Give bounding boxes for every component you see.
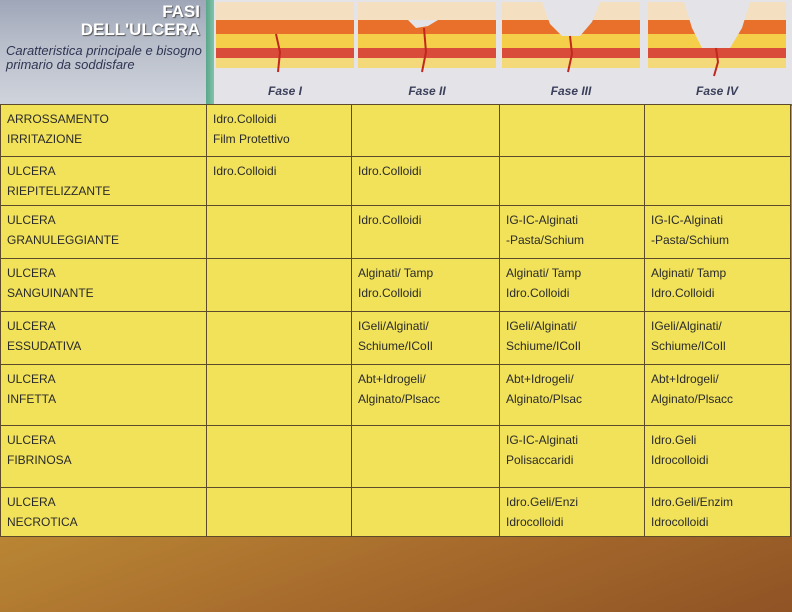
table-cell: [352, 426, 500, 488]
table-cell: Abt+Idrogeli/ Alginato/Plsac: [500, 365, 645, 426]
row-label: ULCERA SANGUINANTE: [1, 259, 207, 312]
table-cell: IG-IC-Alginati Polisaccaridi: [500, 426, 645, 488]
table-row: [1, 157, 791, 206]
table-cell: [207, 312, 352, 365]
table-row: [1, 312, 791, 365]
phase-label: Fase I: [267, 84, 303, 98]
table-row: [1, 105, 791, 157]
table-cell: [207, 488, 352, 537]
table-cell: IG-IC-Alginati -Pasta/Schium: [645, 206, 791, 259]
ruler-strip: [206, 0, 214, 104]
table-cell: Idro.Geli/Enzi Idrocolloidi: [500, 488, 645, 537]
table-cell: IGeli/Alginati/ Schiume/ICoIl: [645, 312, 791, 365]
row-label: ULCERA GRANULEGGIANTE: [1, 206, 207, 259]
table-cell: Idro.Geli Idrocolloidi: [645, 426, 791, 488]
table-cell: Alginati/ Tamp Idro.Colloidi: [645, 259, 791, 312]
table-cell: IGeli/Alginati/ Schiume/ICoIl: [352, 312, 500, 365]
table-cell: Alginati/ Tamp Idro.Colloidi: [352, 259, 500, 312]
table-cell: Idro.Colloidi: [207, 157, 352, 206]
table-cell: [207, 206, 352, 259]
table-cell: Abt+Idrogeli/ Alginato/Plsacc: [352, 365, 500, 426]
table-row: [1, 365, 791, 426]
phase-4: [648, 2, 786, 102]
row-label: ULCERA INFETTA: [1, 365, 207, 426]
table-cell: Idro.Colloidi: [352, 206, 500, 259]
row-label: ULCERA ESSUDATIVA: [1, 312, 207, 365]
table-cell: [500, 157, 645, 206]
table-cell: Alginati/ Tamp Idro.Colloidi: [500, 259, 645, 312]
skin-layers-illustration: [502, 2, 640, 80]
phase-1: [216, 2, 354, 102]
phase-label: Fase III: [550, 84, 592, 98]
table-cell: [645, 105, 791, 157]
table-cell: Idro.Geli/Enzim Idrocolloidi: [645, 488, 791, 537]
table-row: [1, 426, 791, 488]
table-row: [1, 206, 791, 259]
phase-3: [502, 2, 640, 102]
title-line-2: DELL'ULCERA: [80, 20, 200, 39]
table-cell: [352, 105, 500, 157]
table-cell: [352, 488, 500, 537]
table-cell: Abt+Idrogeli/ Alginato/Plsacc: [645, 365, 791, 426]
row-label: ULCERA RIEPITELIZZANTE: [1, 157, 207, 206]
header: [0, 0, 792, 106]
table-cell: [645, 157, 791, 206]
table-row: [1, 259, 791, 312]
table-cell: [207, 365, 352, 426]
table-cell: Idro.Colloidi: [352, 157, 500, 206]
title-box: [0, 0, 206, 104]
page-title: [81, 3, 200, 39]
table-cell: [500, 105, 645, 157]
phase-label: Fase II: [408, 84, 446, 98]
phase-2: [358, 2, 496, 102]
table-cell: IGeli/Alginati/ Schiume/ICoIl: [500, 312, 645, 365]
treatment-table: [0, 104, 791, 537]
skin-layers-illustration: [648, 2, 786, 80]
row-label: ULCERA NECROTICA: [1, 488, 207, 537]
table-cell: [207, 426, 352, 488]
row-label: ULCERA FIBRINOSA: [1, 426, 207, 488]
phase-label: Fase IV: [695, 84, 739, 98]
table-cell: IG-IC-Alginati -Pasta/Schium: [500, 206, 645, 259]
skin-layers-illustration: [358, 2, 496, 80]
skin-layers-illustration: [216, 2, 354, 80]
page-subtitle: Caratteristica principale e bisogno primario da soddisfare: [6, 43, 202, 72]
row-label: ARROSSAMENTO IRRITAZIONE: [1, 105, 207, 157]
table-cell: Idro.Colloidi Film Protettivo: [207, 105, 352, 157]
table-cell: [207, 259, 352, 312]
title-line-1: FASI: [162, 2, 200, 21]
table-row: [1, 488, 791, 537]
